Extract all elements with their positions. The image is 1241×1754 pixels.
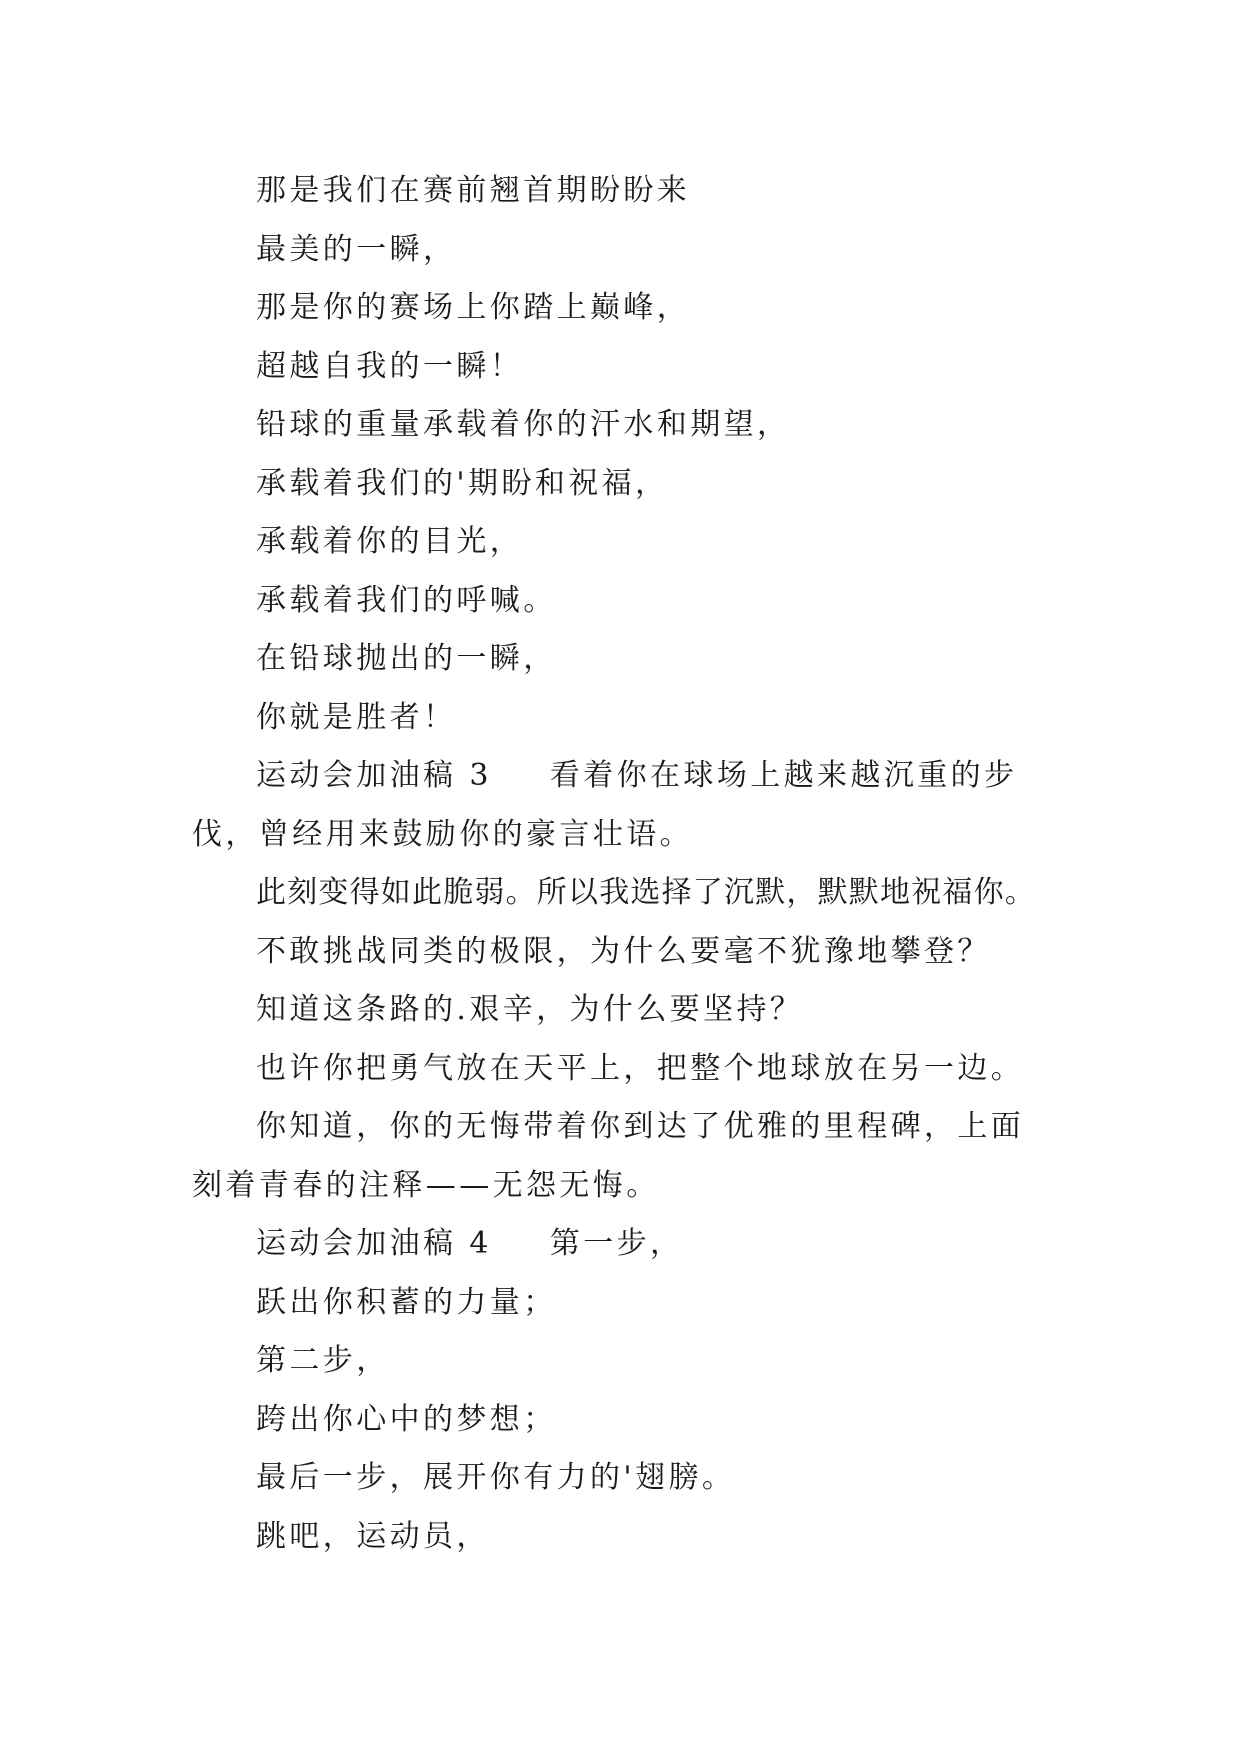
document-body [192, 162, 1052, 1566]
section-4-first-text: 第一步， [549, 1226, 684, 1261]
text-line: 在铅球抛出的一瞬， [256, 641, 557, 676]
text-line: 此刻变得如此脆弱。所以我选择了沉默，默默地祝福你。 [256, 875, 1036, 910]
text-line: 那是你的赛场上你踏上巅峰， [256, 290, 691, 325]
section-3-first-text: 看着你在球场上越来越沉重的步伐，曾经用来鼓励你的豪言壮语。 [192, 758, 1018, 852]
text-line: 你知道，你的无悔带着你到达了优雅的里程碑，上面刻着青春的注释——无怨无悔。 [192, 1109, 1025, 1203]
text-line: 跃出你积蓄的力量； [256, 1284, 557, 1320]
text-line: 承载着我们的'期盼和祝福， [256, 465, 669, 501]
text-line: 超越自我的一瞬！ [256, 348, 524, 384]
section-4-paragraph [192, 1215, 1052, 1274]
text-line: 知道这条路的.艰辛，为什么要坚持？ [256, 992, 804, 1027]
text-line: 最后一步，展开你有力的'翅膀。 [256, 1460, 736, 1495]
text-line: 也许你把勇气放在天平上，把整个地球放在另一边。 [256, 1050, 1025, 1086]
section-3-paragraph [192, 747, 1052, 864]
text-line: 跳吧，运动员， [256, 1518, 490, 1554]
text-line: 铅球的重量承载着你的汗水和期望， [256, 407, 791, 442]
text-line: 承载着我们的呼喊。 [256, 582, 557, 618]
text-line: 那是我们在赛前翘首期盼盼来 [256, 173, 691, 208]
text-line: 跨出你心中的梦想； [256, 1401, 557, 1437]
text-line: 不敢挑战同类的极限，为什么要毫不犹豫地攀登？ [256, 933, 991, 969]
text-line: 承载着你的目光， [256, 524, 524, 559]
section-3-heading: 运动会加油稿 3 [256, 758, 492, 793]
text-line: 第二步， [256, 1343, 390, 1378]
text-line: 最美的一瞬， [256, 231, 457, 267]
text-line: 你就是胜者！ [256, 699, 457, 735]
section-4-heading: 运动会加油稿 4 [256, 1226, 492, 1261]
